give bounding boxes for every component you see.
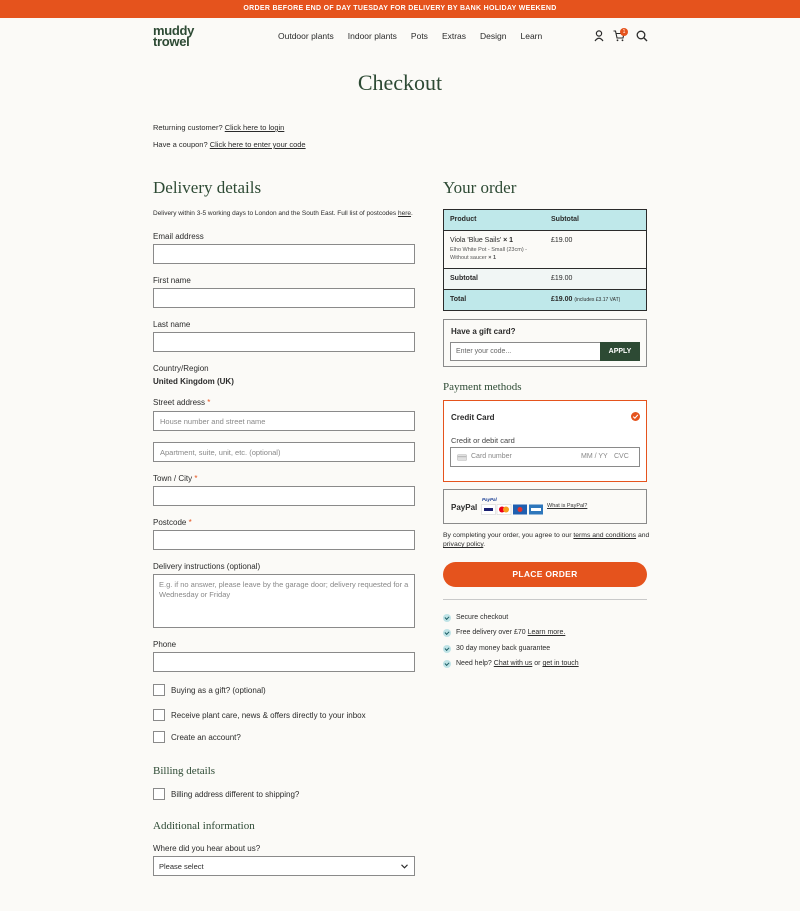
divider (443, 599, 647, 600)
last-name-label: Last name (153, 320, 191, 329)
town-label-text: Town / City (153, 474, 193, 483)
muddy-trowel-logo[interactable] (153, 25, 213, 47)
nav-item-learn[interactable]: Learn (520, 31, 543, 41)
last-name-input[interactable] (153, 332, 415, 352)
terms-link[interactable]: terms and conditions (573, 532, 637, 539)
subtotal-value: £19.00 (551, 275, 573, 282)
street-required-mark: * (207, 398, 211, 407)
order-item-detail-qty: × 1 (488, 254, 497, 261)
nav-item-indoor-plants[interactable]: Indoor plants (347, 31, 397, 41)
gift-code-input[interactable]: Enter your code... (450, 342, 601, 361)
returning-customer-line (153, 123, 284, 132)
terms-end: . (483, 541, 486, 548)
delivery-details-heading: Delivery details (153, 178, 262, 197)
free-delivery-text: Free delivery over £70 (456, 629, 526, 636)
nav-item-outdoor-plants[interactable]: Outdoor plants (278, 31, 334, 41)
first-name-input[interactable] (153, 288, 415, 308)
order-summary-table (443, 209, 647, 311)
guarantee-check-icon (443, 645, 451, 653)
apply-gift-button[interactable]: APPLY (600, 342, 640, 361)
total-value-line (551, 296, 620, 303)
nav-item-pots[interactable]: Pots (410, 31, 428, 41)
hear-about-us-label: Where did you hear about us? (153, 844, 261, 853)
postcode-required-mark: * (188, 518, 192, 527)
nav-item-design[interactable]: Design (480, 31, 507, 41)
secure-check-icon (443, 614, 451, 622)
credit-card-sublabel: Credit or debit card (451, 436, 515, 445)
country-label: Country/Region (153, 364, 209, 373)
promo-banner: ORDER BEFORE END OF DAY TUESDAY FOR DELIVERY BY BANK HOLIDAY WEEKEND (0, 0, 800, 18)
postcode-label (153, 518, 192, 527)
phone-label: Phone (153, 640, 177, 649)
gift-checkbox-label[interactable]: Buying as a gift? (optional) (171, 686, 266, 695)
card-number-placeholder: Card number (471, 453, 512, 460)
delivery-note-text: Delivery within 3-5 working days to London and the South East. Full list of postcodes (153, 210, 397, 217)
order-total-row (444, 290, 646, 310)
help-text: Need help? (456, 660, 492, 667)
cvc-placeholder[interactable]: CVC (614, 453, 629, 460)
paypal-mini-logo: PayPal (482, 497, 497, 502)
email-label: Email address (153, 232, 204, 241)
gift-card-heading: Have a gift card? (451, 327, 516, 336)
postcodes-link[interactable]: here (397, 210, 411, 217)
town-input[interactable] (153, 486, 415, 506)
col-product-header: Product (450, 216, 477, 223)
free-delivery-check-icon (443, 629, 451, 637)
gift-checkbox[interactable] (153, 684, 165, 696)
town-required-mark: * (194, 474, 198, 483)
billing-different-checkbox[interactable] (153, 788, 165, 800)
total-label: Total (450, 296, 467, 303)
gift-card-box (443, 319, 647, 367)
logo-line1: muddy (153, 23, 195, 38)
newsletter-checkbox[interactable] (153, 709, 165, 721)
order-table-header (444, 210, 646, 231)
terms-and-text: and (637, 532, 650, 539)
guarantee-text: 30 day money back guarantee (456, 645, 551, 652)
phone-input[interactable] (153, 652, 415, 672)
credit-card-option[interactable] (443, 400, 647, 482)
create-account-checkbox-label[interactable]: Create an account? (171, 733, 241, 742)
chevron-down-icon (401, 864, 408, 869)
hear-about-us-value: Please select (159, 862, 204, 871)
help-line (456, 660, 579, 667)
card-icon (457, 454, 467, 461)
street-address-input[interactable]: House number and street name (153, 411, 415, 431)
privacy-link[interactable]: privacy policy (443, 541, 484, 548)
order-item-price: £19.00 (551, 237, 573, 244)
cart-count-badge: 1 (620, 28, 628, 36)
paypal-option[interactable] (443, 489, 647, 524)
returning-customer-text: Returning customer? (153, 123, 223, 132)
hear-about-us-select[interactable] (153, 856, 415, 876)
col-subtotal-header: Subtotal (551, 216, 579, 223)
create-account-checkbox[interactable] (153, 731, 165, 743)
order-item-qty: × 1 (503, 237, 514, 244)
paypal-acceptance-mark (481, 497, 543, 520)
page-title: Checkout (357, 70, 443, 95)
billing-details-heading: Billing details (153, 765, 216, 777)
first-name-label: First name (153, 276, 191, 285)
place-order-button[interactable]: PLACE ORDER (443, 562, 647, 587)
delivery-instructions-textarea[interactable]: E.g. if no answer, please leave by the garage door; delivery requested for a Wednesday or Friday (153, 574, 415, 628)
order-item-row (444, 231, 646, 269)
street-label (153, 398, 210, 407)
newsletter-checkbox-label[interactable]: Receive plant care, news & offers directly to your inbox (171, 711, 366, 720)
delivery-note: Delivery within 3-5 working days to London and the South East. Full list of postcodes here. (153, 210, 413, 217)
delivery-instructions-label: Delivery instructions (optional) (153, 562, 261, 571)
subtotal-label: Subtotal (450, 275, 478, 282)
chat-link[interactable]: Chat with us (493, 660, 533, 667)
what-is-paypal-link[interactable]: What is PayPal? (547, 503, 588, 509)
paypal-label: PayPal (451, 503, 478, 512)
order-item-detail-text: Elho White Pot - Small (23cm) - Without saucer (450, 247, 528, 261)
street-label-text: Street address (153, 398, 206, 407)
main-nav (278, 31, 556, 41)
postcode-input[interactable] (153, 530, 415, 550)
free-delivery-line (456, 629, 565, 636)
total-vat-note: (includes £3.17 VAT) (574, 297, 621, 303)
account-icon[interactable] (594, 30, 604, 42)
order-item-detail (450, 247, 542, 262)
coupon-line (153, 140, 306, 149)
help-or-text: or (534, 660, 541, 667)
order-item-name-line (450, 237, 540, 244)
learn-more-link[interactable]: Learn more. (527, 629, 566, 636)
coupon-text: Have a coupon? (153, 140, 208, 149)
your-order-heading: Your order (443, 178, 517, 197)
email-input[interactable] (153, 244, 415, 264)
additional-information-heading: Additional information (153, 820, 255, 832)
order-item-name: Viola 'Blue Sails' (450, 237, 502, 244)
get-in-touch-link[interactable]: get in touch (542, 660, 579, 667)
nav-item-extras[interactable]: Extras (441, 31, 467, 41)
expiry-placeholder[interactable]: MM / YY (581, 453, 608, 460)
postcode-label-text: Postcode (153, 518, 187, 527)
order-subtotal-row (444, 269, 646, 290)
payment-methods-heading: Payment methods (443, 381, 522, 393)
search-icon[interactable] (636, 30, 648, 42)
login-link[interactable]: Click here to login (224, 123, 285, 132)
card-brands-icon (481, 504, 543, 515)
enter-coupon-link[interactable]: Click here to enter your code (209, 140, 306, 149)
terms-notice (443, 531, 653, 549)
billing-different-label[interactable]: Billing address different to shipping? (171, 790, 300, 799)
secure-checkout-text: Secure checkout (456, 614, 509, 621)
selected-check-icon (631, 412, 640, 421)
terms-pre-text: By completing your order, you agree to our (443, 532, 572, 539)
help-check-icon (443, 660, 451, 668)
town-label (153, 474, 197, 483)
total-value: £19.00 (551, 296, 573, 303)
credit-card-label: Credit Card (451, 413, 495, 422)
country-value: United Kingdom (UK) (153, 377, 234, 386)
apartment-input[interactable]: Apartment, suite, unit, etc. (optional) (153, 442, 415, 462)
logo-line2: trowel (153, 34, 190, 49)
card-number-field[interactable] (450, 447, 640, 467)
